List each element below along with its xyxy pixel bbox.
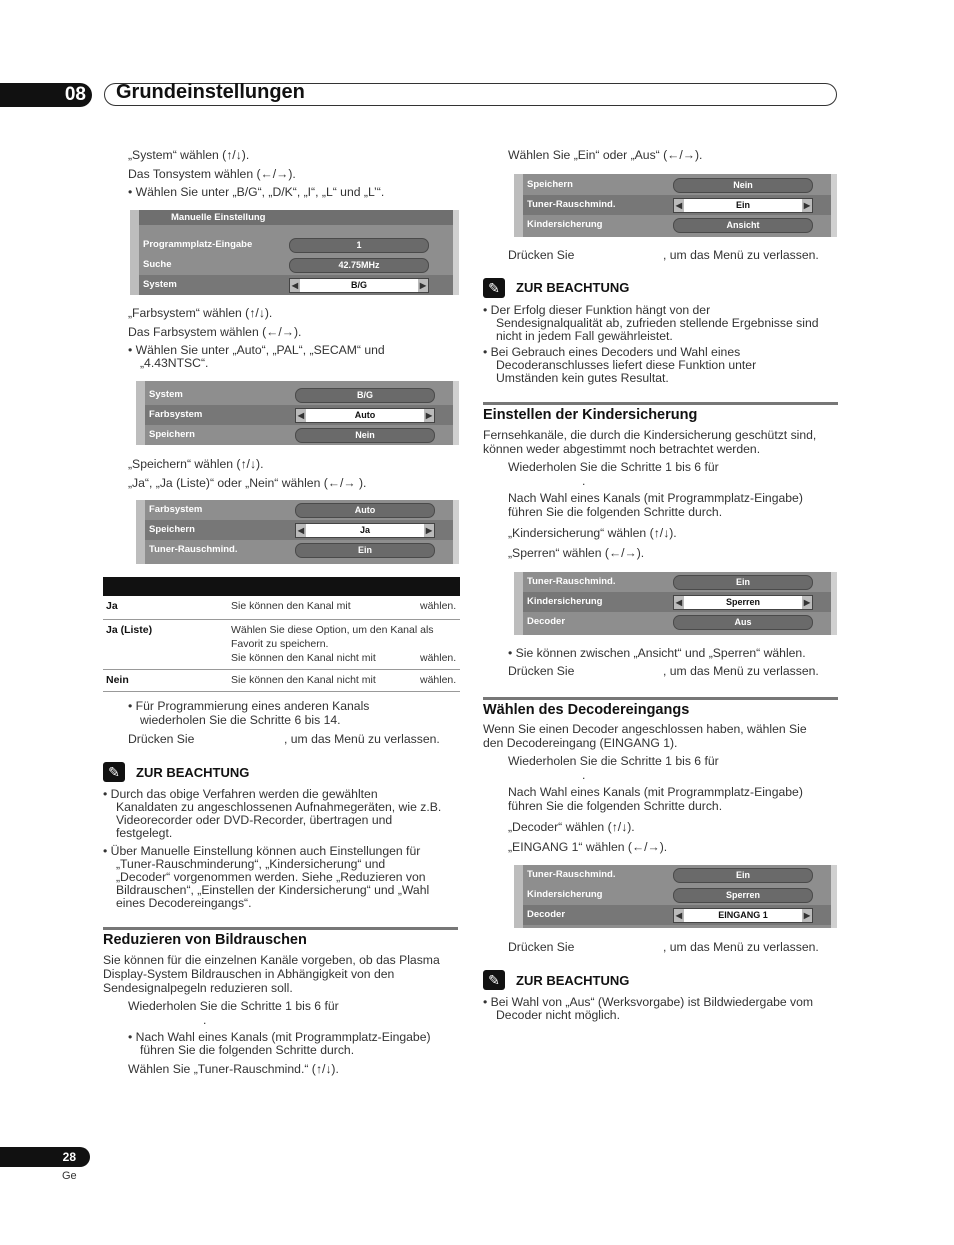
- note-text: Videorecorder oder DVD-Recorder, übertragen und: [116, 813, 393, 827]
- note-text: Decoder nicht möglich.: [496, 1008, 620, 1022]
- step-text: „Farbsystem“ wählen (↑/↓).: [128, 306, 273, 320]
- step-text: .: [582, 474, 586, 488]
- note-text: eines Decodereingangs“.: [116, 896, 252, 910]
- table-cell: Ja (Liste): [106, 624, 153, 636]
- table-cell: wählen.: [420, 600, 457, 612]
- note-text: „Tuner-Rauschminderung“, „Kindersicherung“ und: [116, 857, 386, 871]
- bullet-text: „4.43NTSC“.: [140, 356, 209, 370]
- osd-menu-noise: Speichern Nein Tuner-Rauschmind. ◀ Ein ▶ Kindersicherung Ansicht: [514, 174, 837, 237]
- paragraph: den Decodereingang (EINGANG 1).: [483, 736, 678, 750]
- note-title: ZUR BEACHTUNG: [516, 280, 630, 295]
- chapter-title-box: [104, 83, 837, 106]
- step-text: Wiederholen Sie die Schritte 1 bis 6 für: [508, 754, 719, 768]
- paragraph: Fernsehkanäle, die durch die Kindersicherung geschützt sind,: [483, 428, 817, 442]
- osd-title-bar: [139, 210, 453, 225]
- note-text: • Bei Wahl von „Aus“ (Werksvorgabe) ist Bildwiedergabe vom: [483, 995, 814, 1009]
- note-text: • Der Erfolg dieser Funktion hängt von der: [483, 303, 711, 317]
- step-text: Nach Wahl eines Kanals (mit Programmplatz-Eingabe): [508, 785, 803, 799]
- note-text: „Decoder“ vorgenommen werden. Siehe „Reduzieren von: [116, 870, 426, 884]
- bullet-text: • Sie können zwischen „Ansicht“ und „Sperren“ wählen.: [508, 646, 806, 660]
- table-header: [103, 577, 460, 596]
- step-text: Nach Wahl eines Kanals (mit Programmplatz-Eingabe): [508, 491, 803, 505]
- step-text: „Sperren“ wählen (←/→).: [508, 546, 645, 560]
- bullet-text: • Wählen Sie unter „B/G“, „D/K“, „I“, „L“ und „L’“.: [128, 185, 385, 199]
- paragraph: können weder abgestimmt noch betrachtet werden.: [483, 442, 761, 456]
- bullet-text: wiederholen Sie die Schritte 6 bis 14.: [140, 713, 341, 727]
- osd-menu-store: Farbsystem Auto Speichern ◀ Ja ▶ Tuner-Rauschmind. Ein: [136, 500, 459, 564]
- note-text: Umständen kein gutes Resultat.: [496, 371, 669, 385]
- page-number-tab: 28: [0, 1147, 90, 1167]
- note-text: • Durch das obige Verfahren werden die gewählten: [103, 787, 378, 801]
- step-text: Wiederholen Sie die Schritte 1 bis 6 für: [508, 460, 719, 474]
- bullet-text: • Wählen Sie unter „Auto“, „PAL“, „SECAM“ und: [128, 343, 385, 357]
- osd-menu-decoder: Tuner-Rauschmind. Ein Kindersicherung Sperren Decoder ◀ EINGANG 1 ▶: [514, 865, 837, 928]
- table-cell: Favorit zu speichern.: [231, 638, 329, 650]
- step-text: führen Sie die folgenden Schritte durch.: [508, 505, 723, 519]
- step-text: „EINGANG 1“ wählen (←/→).: [508, 840, 668, 854]
- note-text: Kanaldaten zu angeschlossenen Aufnahmegeräten, wie z.B.: [116, 800, 442, 814]
- table-cell: Sie können den Kanal nicht mit: [231, 652, 376, 664]
- step-text: „Ja“, „Ja (Liste)“ oder „Nein“ wählen (←/→ ).: [128, 476, 367, 490]
- step-text: Drücken Sie: [128, 732, 195, 746]
- note-text: • Über Manuelle Einstellung können auch Einstellungen für: [103, 844, 421, 858]
- note-text: Decoderanschlusses liefert diese Funktion unter: [496, 358, 757, 372]
- step-text: Wiederholen Sie die Schritte 1 bis 6 für: [128, 999, 339, 1013]
- section-heading: Einstellen der Kindersicherung: [483, 407, 698, 423]
- step-text: „Speichern“ wählen (↑/↓).: [128, 457, 264, 471]
- step-text: .: [203, 1013, 207, 1027]
- step-text: .: [582, 768, 586, 782]
- table-cell: wählen.: [420, 674, 457, 686]
- note-title: ZUR BEACHTUNG: [516, 973, 630, 988]
- table-cell: Sie können den Kanal nicht mit: [231, 674, 376, 686]
- step-text: Das Farbsystem wählen (←/→).: [128, 325, 302, 339]
- section-rule: [483, 697, 838, 700]
- table-cell: wählen.: [420, 652, 457, 664]
- note-text: festgelegt.: [116, 826, 173, 840]
- osd-row: Programmplatz-Eingabe 1: [139, 235, 453, 255]
- page-title: Grundeinstellungen: [116, 81, 305, 103]
- note-title: ZUR BEACHTUNG: [136, 765, 250, 780]
- step-text: Drücken Sie: [508, 664, 575, 678]
- chapter-tab: 08: [0, 83, 92, 107]
- table-cell: Nein: [106, 674, 129, 686]
- step-text: Drücken Sie: [508, 248, 575, 262]
- section-heading: Wählen des Decodereingangs: [483, 702, 690, 718]
- note-text: Bildrauschen“, „Einstellen der Kindersicherung“ und „Wahl: [116, 883, 430, 897]
- step-text: „Kindersicherung“ wählen (↑/↓).: [508, 526, 677, 540]
- section-rule: [103, 927, 458, 930]
- section-rule: [483, 402, 838, 405]
- osd-title: Manuelle Einstellung: [171, 212, 266, 223]
- section-heading: Reduzieren von Bildrauschen: [103, 932, 307, 948]
- paragraph: Sie können für die einzelnen Kanäle vorgeben, ob das Plasma: [103, 953, 440, 967]
- paragraph: Wenn Sie einen Decoder angeschlossen haben, wählen Sie: [483, 722, 807, 736]
- osd-row-selected: System ◀ B/G ▶: [139, 275, 453, 295]
- bullet-text: führen Sie die folgenden Schritte durch.: [140, 1043, 355, 1057]
- step-text: Drücken Sie: [508, 940, 575, 954]
- table-cell: Wählen Sie diese Option, um den Kanal als: [231, 624, 434, 636]
- note-text: nicht in jedem Fall gewährleistet.: [496, 329, 673, 343]
- note-text: • Bei Gebrauch eines Decoders und Wahl eines: [483, 345, 741, 359]
- paragraph: Sendesignalpegeln reduzieren soll.: [103, 981, 293, 995]
- bullet-text: • Für Programmierung eines anderen Kanals: [128, 699, 370, 713]
- bullet-text: • Nach Wahl eines Kanals (mit Programmplatz-Eingabe): [128, 1030, 431, 1044]
- step-text: „Decoder“ wählen (↑/↓).: [508, 820, 635, 834]
- step-text: Wählen Sie „Tuner-Rauschmind.“ (↑/↓).: [128, 1062, 339, 1076]
- step-text: Das Tonsystem wählen (←/→).: [128, 167, 296, 181]
- paragraph: Display-System Bildrauschen in Abhängigkeit von den: [103, 967, 395, 981]
- osd-row: Suche 42.75MHz: [139, 255, 453, 275]
- note-text: Sendesignalqualität ab, zufrieden stellende Ergebnisse sind: [496, 316, 819, 330]
- note-icon: ✎: [483, 278, 505, 298]
- step-text: , um das Menü zu verlassen.: [284, 732, 440, 746]
- note-icon: ✎: [483, 970, 505, 990]
- step-text: Wählen Sie „Ein“ oder „Aus“ (←/→).: [508, 148, 703, 162]
- osd-menu-color: System B/G Farbsystem ◀ Auto ▶ Speichern Nein: [136, 381, 459, 445]
- language-code: Ge: [62, 1170, 77, 1182]
- table-cell: Sie können den Kanal mit: [231, 600, 351, 612]
- step-text: „System“ wählen (↑/↓).: [128, 148, 250, 162]
- note-icon: ✎: [103, 762, 125, 782]
- osd-menu-child: Tuner-Rauschmind. Ein Kindersicherung ◀ Sperren ▶ Decoder Aus: [514, 572, 837, 635]
- step-text: , um das Menü zu verlassen.: [663, 664, 819, 678]
- table-cell: Ja: [106, 600, 118, 612]
- step-text: führen Sie die folgenden Schritte durch.: [508, 799, 723, 813]
- step-text: , um das Menü zu verlassen.: [663, 248, 819, 262]
- osd-menu-manual: [130, 210, 459, 295]
- step-text: , um das Menü zu verlassen.: [663, 940, 819, 954]
